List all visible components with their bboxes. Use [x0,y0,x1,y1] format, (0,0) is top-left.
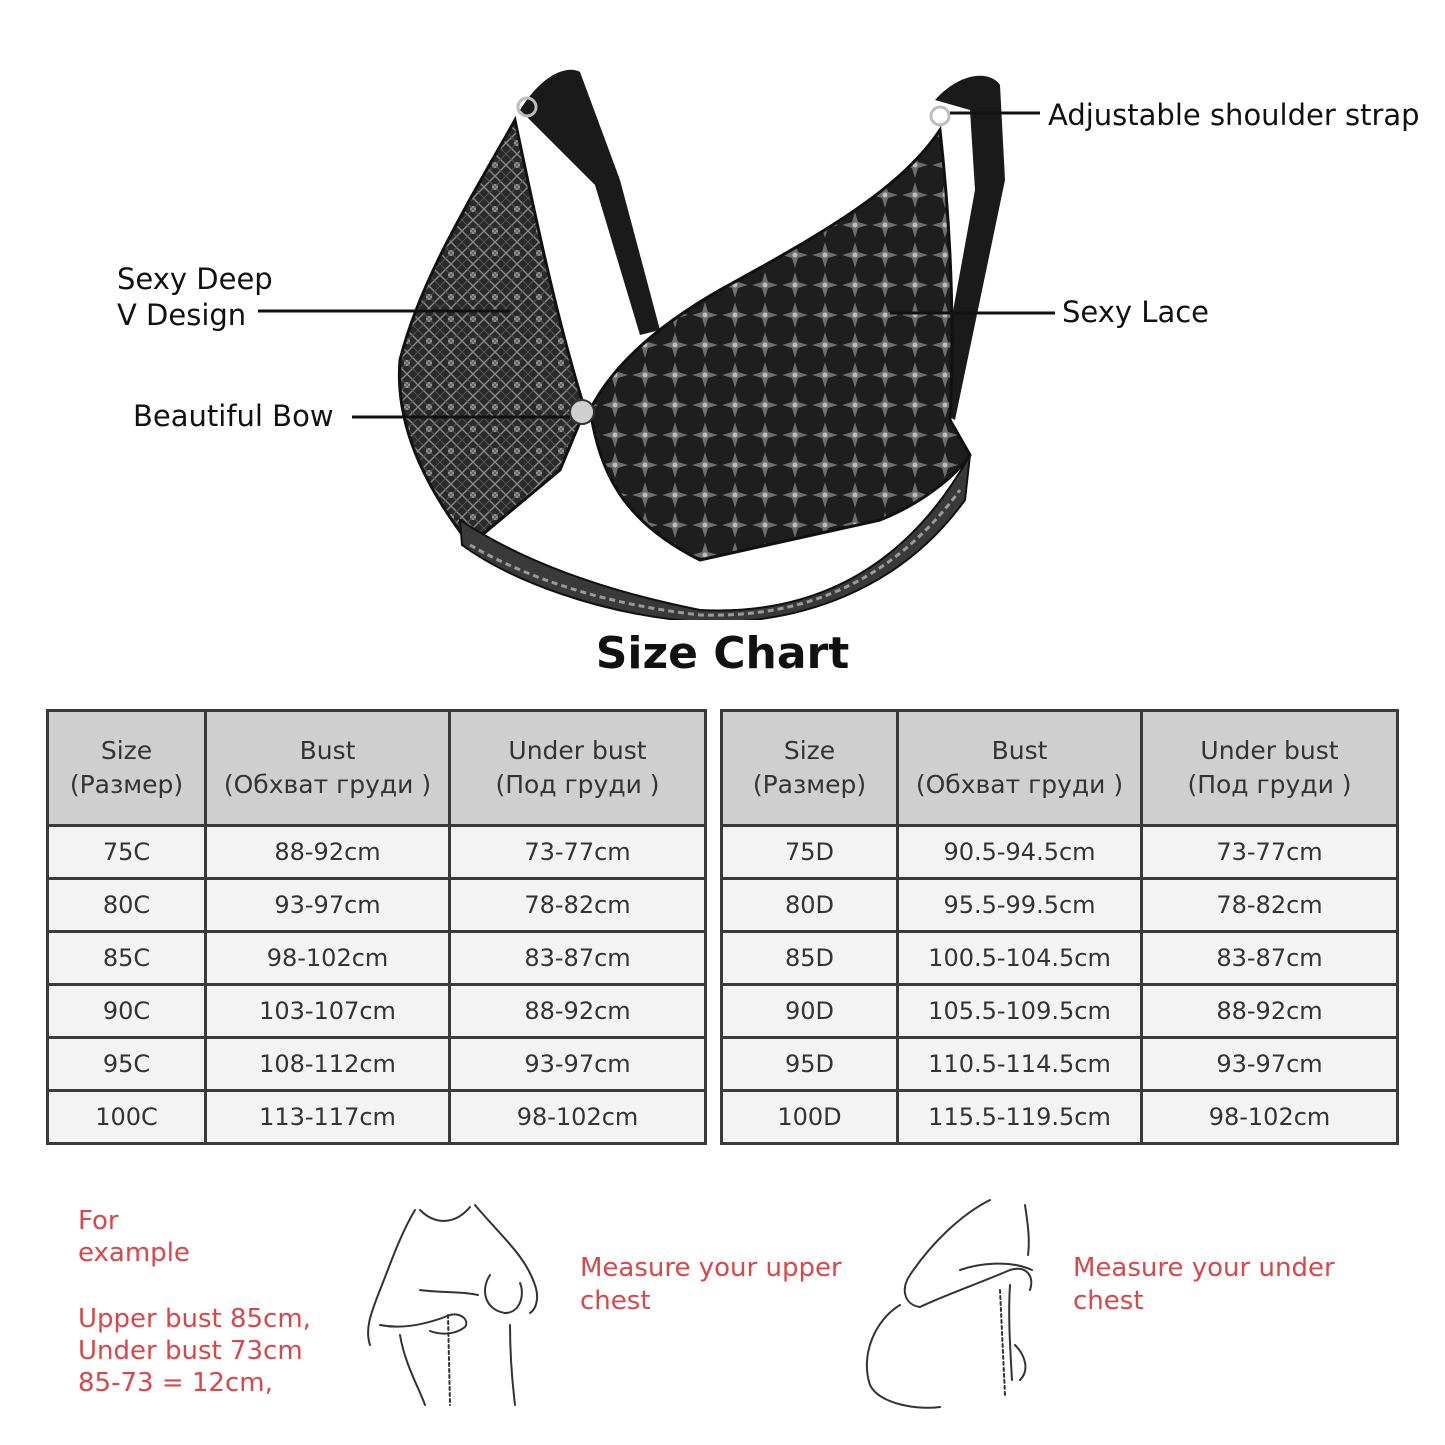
size-cell: 75D [722,826,898,879]
table-header-row [722,711,1398,826]
measure-upper-sketch [360,1195,560,1410]
under-bust-cell: 93-97cm [450,1038,706,1091]
table-row [722,826,1398,879]
size-cell: 100C [48,1091,206,1144]
bust-cell: 103-107cm [206,985,450,1038]
bust-cell: 113-117cm [206,1091,450,1144]
bust-cell: 108-112cm [206,1038,450,1091]
header-bust: Bust (Обхват груди ) [206,711,450,826]
callout-deep-v-line1: Sexy Deep [117,262,273,296]
table-row [48,826,706,879]
example-under-bust: Under bust 73cm [78,1336,303,1366]
size-chart-title: Size Chart [595,628,850,679]
example-label: example [78,1238,190,1268]
header-under-bust: Under bust (Под груди ) [450,711,706,826]
table-row [722,1091,1398,1144]
under-bust-cell: 78-82cm [1142,879,1398,932]
size-cell: 75C [48,826,206,879]
under-bust-cell: 83-87cm [450,932,706,985]
table-row [48,1091,706,1144]
measure-under-sketch [860,1195,1060,1415]
under-bust-cell: 98-102cm [1142,1091,1398,1144]
size-cell: 95C [48,1038,206,1091]
size-cell: 100D [722,1091,898,1144]
header-under-bust: Under bust (Под груди ) [1142,711,1398,826]
bust-cell: 93-97cm [206,879,450,932]
size-cell: 80D [722,879,898,932]
measure-upper-line2: chest [580,1286,651,1316]
under-bust-cell: 73-77cm [450,826,706,879]
example-upper-bust: Upper bust 85cm, [78,1304,311,1334]
callout-beautiful-bow: Beautiful Bow [133,399,334,433]
size-cell: 90D [722,985,898,1038]
measure-under-line1: Measure your under [1073,1253,1335,1283]
table-row [722,879,1398,932]
bust-cell: 90.5-94.5cm [898,826,1142,879]
bust-cell: 88-92cm [206,826,450,879]
example-calculation: 85-73 = 12cm, [78,1368,273,1398]
header-size: Size (Размер) [722,711,898,826]
header-size: Size (Размер) [48,711,206,826]
header-bust: Bust (Обхват груди ) [898,711,1142,826]
table-row [48,932,706,985]
bust-cell: 100.5-104.5cm [898,932,1142,985]
under-bust-cell: 83-87cm [1142,932,1398,985]
table-row [722,932,1398,985]
table-header-row [48,711,706,826]
bust-cell: 95.5-99.5cm [898,879,1142,932]
size-table-c [46,709,707,1145]
under-bust-cell: 93-97cm [1142,1038,1398,1091]
under-bust-cell: 78-82cm [450,879,706,932]
example-for: For [78,1206,119,1236]
table-row [722,985,1398,1038]
size-cell: 95D [722,1038,898,1091]
table-row [48,1038,706,1091]
under-bust-cell: 73-77cm [1142,826,1398,879]
bust-cell: 110.5-114.5cm [898,1038,1142,1091]
table-row [722,1038,1398,1091]
under-bust-cell: 88-92cm [1142,985,1398,1038]
callout-deep-v-line2: V Design [117,298,247,332]
bust-cell: 105.5-109.5cm [898,985,1142,1038]
size-cell: 85C [48,932,206,985]
size-table-d [720,709,1399,1145]
bust-cell: 98-102cm [206,932,450,985]
size-cell: 80C [48,879,206,932]
callout-sexy-lace: Sexy Lace [1062,295,1209,329]
size-cell: 85D [722,932,898,985]
size-cell: 90C [48,985,206,1038]
under-bust-cell: 88-92cm [450,985,706,1038]
table-row [48,879,706,932]
measure-upper-line1: Measure your upper [580,1253,842,1283]
under-bust-cell: 98-102cm [450,1091,706,1144]
bust-cell: 115.5-119.5cm [898,1091,1142,1144]
table-row [48,985,706,1038]
callout-adjustable-strap: Adjustable shoulder strap [1048,98,1420,132]
measure-under-line2: chest [1073,1286,1144,1316]
